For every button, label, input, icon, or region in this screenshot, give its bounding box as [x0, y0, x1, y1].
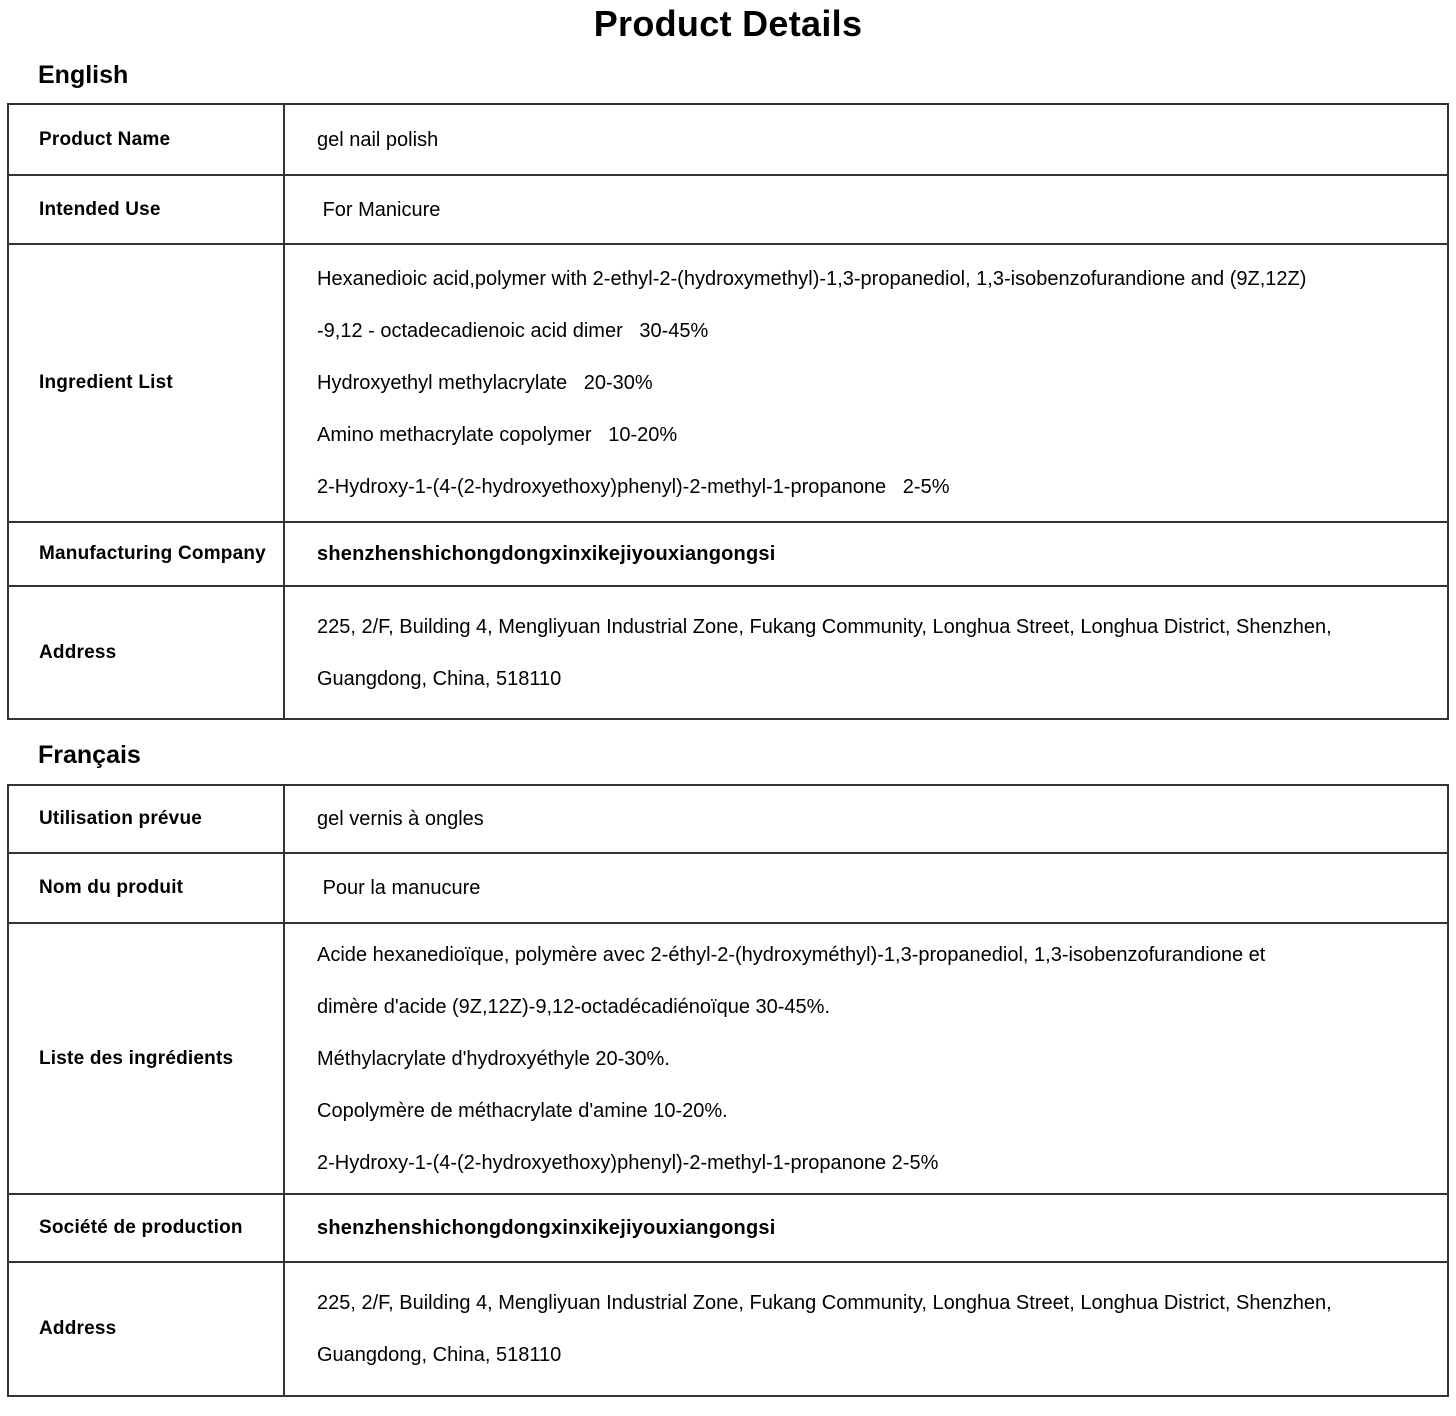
table-row-address	[9, 585, 1447, 718]
value-line: Acide hexanedioïque, polymère avec 2-éthyl-2-(hydroxyméthyl)-1,3-propanediol, 1,3-isobenzofurandione et	[317, 943, 1266, 966]
table-row-product-name	[9, 105, 1447, 174]
value-line: shenzhenshichongdongxinxikejiyouxiangongsi	[317, 543, 776, 565]
value-line: Hydroxyethyl methylacrylate 20-30%	[317, 372, 653, 394]
row-value	[285, 523, 1447, 585]
value-line: 225, 2/F, Building 4, Mengliyuan Industrial Zone, Fukang Community, Longhua Street, Longhua District, Shenzhen,	[317, 1292, 1332, 1314]
row-label: Address	[9, 587, 285, 718]
row-label: Utilisation prévue	[9, 786, 285, 852]
value-line: For Manicure	[317, 198, 441, 221]
table-row-ingredient-list	[9, 243, 1447, 521]
value-line: Guangdong, China, 518110	[317, 1344, 562, 1366]
table-row-liste-des-ingredients	[9, 922, 1447, 1193]
value-line: Amino methacrylate copolymer 10-20%	[317, 424, 678, 446]
value-line: gel nail polish	[317, 128, 439, 151]
value-line: dimère d'acide (9Z,12Z)-9,12-octadécadiénoïque 30-45%.	[317, 995, 831, 1018]
table-row-intended-use	[9, 174, 1447, 243]
page-title: Product Details	[593, 3, 863, 44]
row-value	[285, 924, 1447, 1193]
value-line: 2-Hydroxy-1-(4-(2-hydroxyethoxy)phenyl)-2-methyl-1-propanone 2-5%	[317, 476, 950, 498]
row-label: Manufacturing Company	[9, 523, 285, 585]
row-value	[285, 105, 1447, 174]
row-label: Société de production	[9, 1195, 285, 1261]
row-value	[285, 786, 1447, 852]
table-row-utilisation-prevue	[9, 786, 1447, 852]
value-line: -9,12 - octadecadienoic acid dimer 30-45%	[317, 320, 709, 342]
table-row-nom-du-produit	[9, 852, 1447, 922]
row-value	[285, 1195, 1447, 1261]
row-value	[285, 245, 1447, 521]
row-label: Intended Use	[9, 176, 285, 243]
row-label: Ingredient List	[9, 245, 285, 521]
row-value	[285, 854, 1447, 922]
row-value	[285, 587, 1447, 718]
table-row-address	[9, 1261, 1447, 1395]
row-value	[285, 1263, 1447, 1395]
value-line: gel vernis à ongles	[317, 808, 484, 830]
value-line: Guangdong, China, 518110	[317, 667, 562, 690]
english-product-table	[7, 103, 1449, 720]
value-line: Pour la manucure	[317, 877, 481, 899]
row-label: Liste des ingrédients	[9, 924, 285, 1193]
value-line: Hexanedioic acid,polymer with 2-ethyl-2-(hydroxymethyl)-1,3-propanediol, 1,3-isobenzofurandione and (9Z,12Z)	[317, 268, 1307, 290]
section-heading-english: English	[38, 61, 129, 89]
row-label: Product Name	[9, 105, 285, 174]
row-label: Nom du produit	[9, 854, 285, 922]
row-value	[285, 176, 1447, 243]
table-row-manufacturing-company	[9, 521, 1447, 585]
table-row-societe-de-production	[9, 1193, 1447, 1261]
value-line: 2-Hydroxy-1-(4-(2-hydroxyethoxy)phenyl)-2-methyl-1-propanone 2-5%	[317, 1151, 939, 1174]
value-line: Méthylacrylate d'hydroxyéthyle 20-30%.	[317, 1047, 670, 1070]
row-label: Address	[9, 1263, 285, 1395]
french-product-table	[7, 784, 1449, 1397]
value-line: Copolymère de méthacrylate d'amine 10-20%.	[317, 1099, 728, 1122]
value-line: 225, 2/F, Building 4, Mengliyuan Industrial Zone, Fukang Community, Longhua Street, Longhua District, Shenzhen,	[317, 615, 1332, 638]
value-line: shenzhenshichongdongxinxikejiyouxiangongsi	[317, 1217, 776, 1239]
section-heading-francais: Français	[38, 741, 141, 769]
